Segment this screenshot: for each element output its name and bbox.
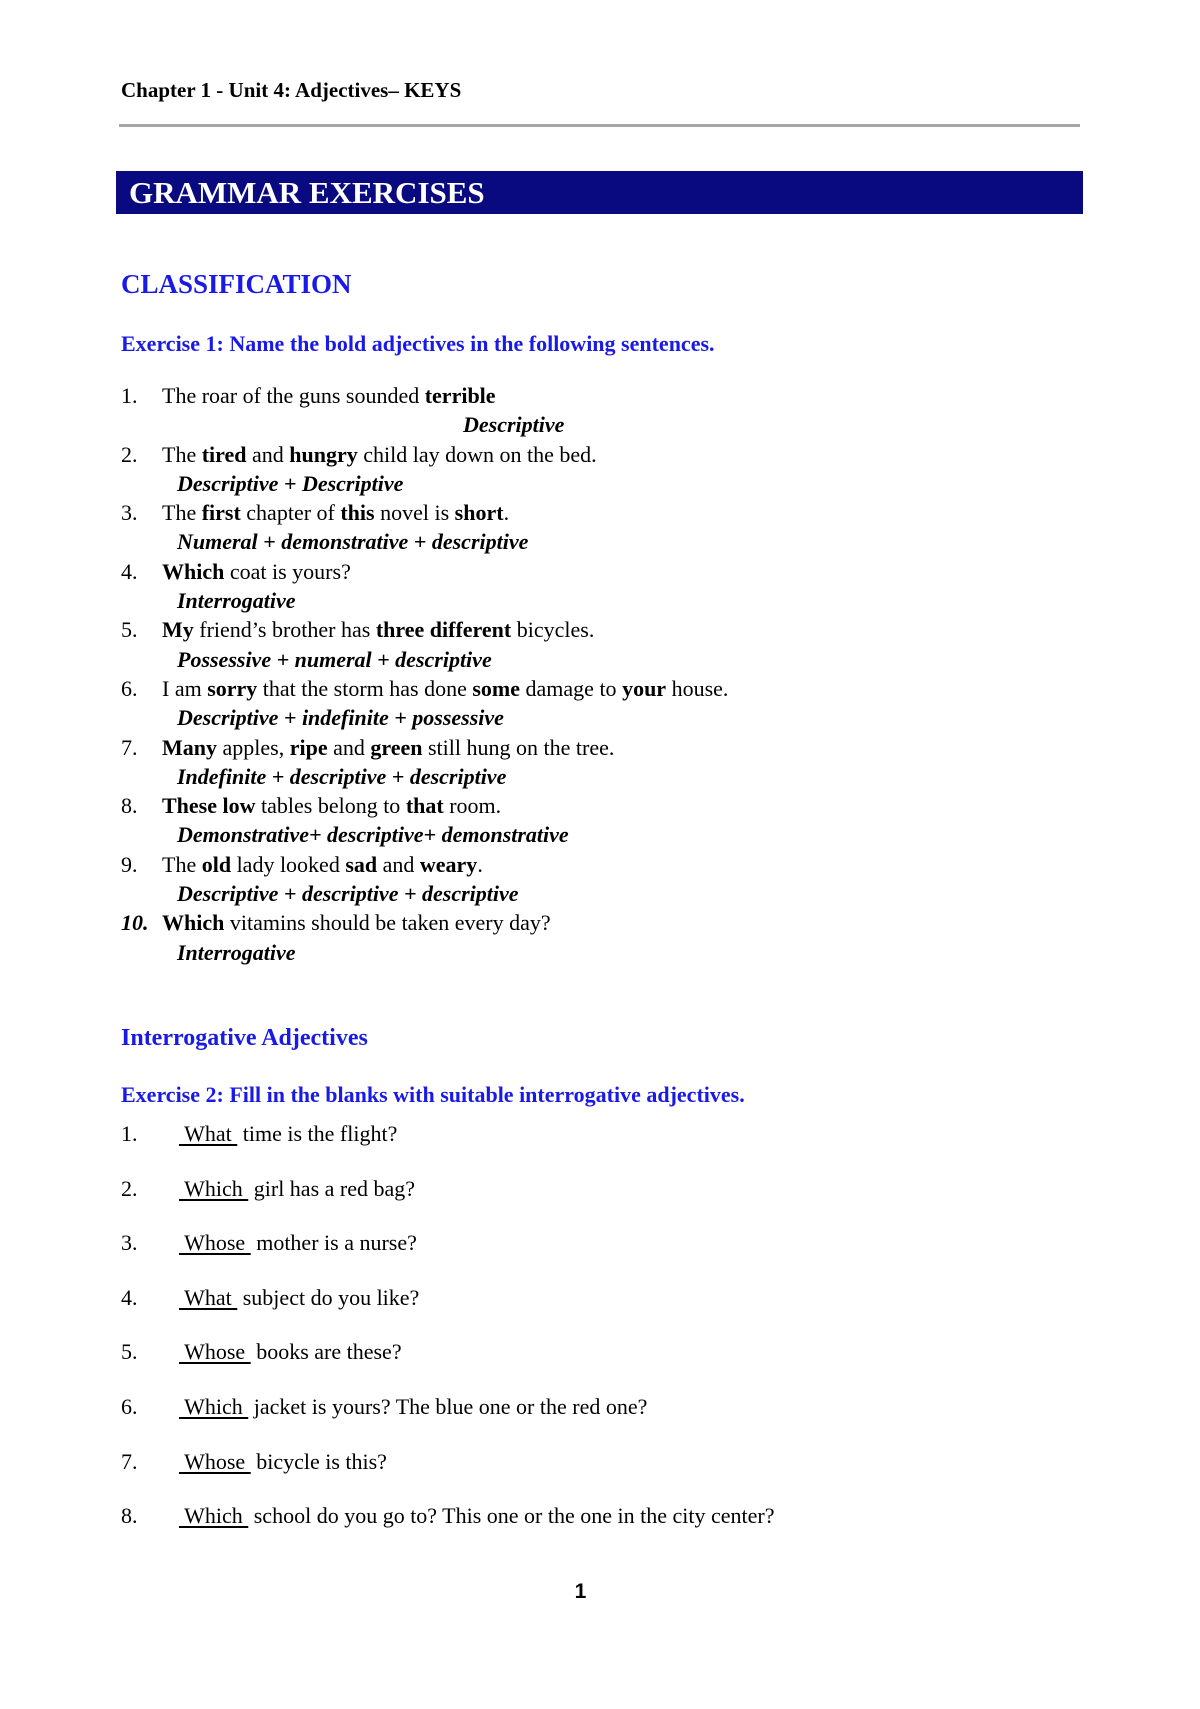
exercise-1-answer-row	[0, 822, 1200, 851]
answer-key: Possessive + numeral + descriptive	[177, 646, 492, 672]
sentence-fragment: The roar of the guns sounded	[162, 383, 425, 408]
answer-key: Indefinite + descriptive + descriptive	[177, 763, 507, 789]
sentence-fragment: chapter of	[240, 500, 341, 526]
exercise-1-answer-row	[0, 471, 1200, 500]
question-sentence	[162, 383, 496, 409]
bold-adjective: sorry	[207, 675, 258, 701]
answer-key: Descriptive + descriptive + descriptive	[177, 881, 519, 907]
bold-adjective: These low	[162, 793, 256, 819]
bold-adjective: this	[340, 500, 375, 526]
answer-key: Descriptive + indefinite + possessive	[177, 705, 504, 731]
sentence-fragment: and	[246, 441, 290, 467]
sentence-fragment: and	[377, 851, 420, 877]
section-title-classification: CLASSIFICATION	[121, 269, 352, 299]
sentence-fragment: house.	[666, 675, 729, 701]
exercise-1-question	[0, 676, 1200, 705]
exercise-2-item	[0, 1449, 1200, 1504]
bold-adjective: first	[201, 500, 241, 526]
exercise-2-title: Exercise 2: Fill in the blanks with suitable interrogative adjectives.	[121, 1082, 745, 1107]
item-number: 7.	[121, 1448, 138, 1474]
answer-key: Demonstrative+ descriptive+ demonstrative	[177, 822, 569, 848]
exercise-1-answer-row	[0, 529, 1200, 558]
question-sentence	[162, 735, 614, 761]
item-number: 5.	[121, 1339, 138, 1365]
fill-sentence	[179, 1503, 775, 1529]
bold-adjective: weary	[419, 851, 478, 877]
bold-adjective: old	[201, 851, 232, 877]
bold-adjective: ripe	[289, 734, 328, 760]
question-sentence	[162, 793, 501, 819]
bold-adjective: terrible	[424, 383, 496, 408]
question-number: 10.	[121, 910, 149, 936]
exercise-1-question	[0, 500, 1200, 529]
sentence-fragment: The	[162, 441, 202, 467]
item-number: 6.	[121, 1393, 138, 1419]
exercise-1-answer-row	[0, 705, 1200, 734]
sentence-fragment: and	[327, 734, 371, 760]
question-sentence	[162, 852, 483, 878]
sentence-rest: school do you go to? This one or the one in the city center?	[248, 1503, 775, 1529]
exercise-1-answer-row	[0, 647, 1200, 676]
page-number: 1	[574, 1580, 587, 1603]
sentence-rest: bicycle is this?	[250, 1448, 387, 1474]
sentence-fragment: friend’s brother has	[193, 617, 376, 643]
exercise-1-question	[0, 383, 1200, 412]
sentence-fragment: lady looked	[231, 851, 346, 877]
exercise-2-list	[0, 1121, 1200, 1558]
sentence-fragment: coat is yours?	[224, 558, 351, 584]
exercise-1-answer-row	[0, 764, 1200, 793]
sentence-fragment: child lay down on the bed.	[357, 441, 597, 467]
question-number: 2.	[121, 441, 138, 467]
sentence-fragment: The	[162, 851, 202, 877]
answer-key: Descriptive	[463, 412, 565, 438]
exercise-1-answer-row	[0, 881, 1200, 910]
sentence-fragment: room.	[443, 793, 502, 819]
question-number: 9.	[121, 851, 138, 877]
sentence-fragment: damage to	[520, 675, 623, 701]
exercise-2-item	[0, 1121, 1200, 1176]
question-sentence	[162, 500, 509, 526]
exercise-1-question	[0, 852, 1200, 881]
grammar-exercises-banner: GRAMMAR EXERCISES	[116, 171, 1083, 214]
exercise-1-answer-row	[0, 588, 1200, 617]
fill-sentence	[179, 1339, 402, 1365]
answer-key: Descriptive + Descriptive	[177, 470, 404, 496]
bold-adjective: Many	[162, 734, 217, 760]
exercise-2-item	[0, 1285, 1200, 1340]
question-number: 1.	[121, 383, 138, 408]
sentence-fragment: I am	[162, 675, 208, 701]
bold-adjective: Which	[162, 910, 225, 936]
filled-blank: Which	[179, 1175, 249, 1201]
question-number: 5.	[121, 617, 138, 643]
sentence-fragment: apples,	[217, 734, 290, 760]
exercise-1-answer-row	[0, 940, 1200, 969]
answer-key: Numeral + demonstrative + descriptive	[177, 529, 529, 555]
filled-blank: Whose	[179, 1448, 251, 1474]
fill-sentence	[179, 1176, 415, 1202]
sentence-fragment: that the storm has done	[257, 675, 473, 701]
filled-blank: What	[179, 1121, 238, 1146]
exercise-2-item	[0, 1503, 1200, 1558]
answer-key: Interrogative	[177, 588, 296, 614]
sentence-fragment: .	[503, 500, 510, 526]
item-number: 8.	[121, 1503, 138, 1529]
sentence-fragment: tables belong to	[255, 793, 406, 819]
sentence-fragment: vitamins should be taken every day?	[224, 910, 551, 936]
filled-blank: Which	[179, 1393, 249, 1419]
sentence-rest: books are these?	[250, 1339, 402, 1365]
question-sentence	[162, 442, 597, 468]
exercise-1-answer-row	[0, 412, 1200, 441]
sentence-rest: jacket is yours? The blue one or the red one?	[248, 1393, 648, 1419]
exercise-1-question	[0, 910, 1200, 939]
exercise-1-list	[0, 383, 1200, 969]
answer-key: Interrogative	[177, 939, 296, 965]
bold-adjective: My	[162, 617, 194, 643]
exercise-2-item	[0, 1339, 1200, 1394]
question-sentence	[162, 676, 728, 702]
bold-adjective: sad	[345, 851, 378, 877]
bold-adjective: that	[405, 793, 444, 819]
exercise-1-question	[0, 735, 1200, 764]
header-divider	[119, 124, 1080, 127]
exercise-1-question	[0, 442, 1200, 471]
bold-adjective: short	[454, 500, 504, 526]
bold-adjective: some	[472, 675, 521, 701]
bold-adjective: your	[622, 675, 667, 701]
exercise-1-question	[0, 559, 1200, 588]
bold-adjective: Which	[162, 558, 225, 584]
question-number: 7.	[121, 734, 138, 760]
exercise-1-title: Exercise 1: Name the bold adjectives in the following sentences.	[121, 331, 715, 356]
exercise-1-question	[0, 617, 1200, 646]
sentence-rest: time is the flight?	[237, 1121, 398, 1146]
bold-adjective: hungry	[289, 441, 358, 467]
question-number: 4.	[121, 558, 138, 584]
question-sentence	[162, 910, 551, 936]
sentence-fragment: still hung on the tree.	[422, 734, 615, 760]
fill-sentence	[179, 1230, 417, 1256]
sentence-fragment: bicycles.	[511, 617, 595, 643]
bold-adjective: tired	[201, 441, 247, 467]
filled-blank: Whose	[179, 1230, 251, 1256]
question-sentence	[162, 559, 351, 585]
sentence-rest: girl has a red bag?	[248, 1175, 416, 1201]
sentence-fragment: .	[477, 851, 483, 877]
fill-sentence	[179, 1285, 419, 1311]
item-number: 1.	[121, 1121, 138, 1146]
chapter-header: Chapter 1 - Unit 4: Adjectives– KEYS	[121, 78, 462, 102]
item-number: 3.	[121, 1230, 138, 1256]
sentence-rest: mother is a nurse?	[250, 1230, 417, 1256]
filled-blank: Which	[179, 1503, 249, 1529]
sentence-fragment: novel is	[374, 500, 455, 526]
fill-sentence	[179, 1449, 387, 1475]
bold-adjective: green	[370, 734, 423, 760]
sentence-rest: subject do you like?	[237, 1284, 420, 1310]
question-number: 6.	[121, 675, 138, 701]
item-number: 4.	[121, 1284, 138, 1310]
exercise-2-item	[0, 1394, 1200, 1449]
sentence-fragment: The	[162, 500, 202, 526]
exercise-2-item	[0, 1230, 1200, 1285]
filled-blank: What	[179, 1284, 238, 1310]
filled-blank: Whose	[179, 1339, 251, 1365]
item-number: 2.	[121, 1175, 138, 1201]
fill-sentence	[179, 1121, 397, 1147]
section-title-interrogative-adjectives: Interrogative Adjectives	[121, 1025, 368, 1051]
question-number: 8.	[121, 793, 138, 819]
bold-adjective: three different	[375, 617, 512, 643]
fill-sentence	[179, 1394, 647, 1420]
exercise-1-question	[0, 793, 1200, 822]
exercise-2-item	[0, 1176, 1200, 1231]
question-number: 3.	[121, 500, 138, 526]
question-sentence	[162, 617, 594, 643]
